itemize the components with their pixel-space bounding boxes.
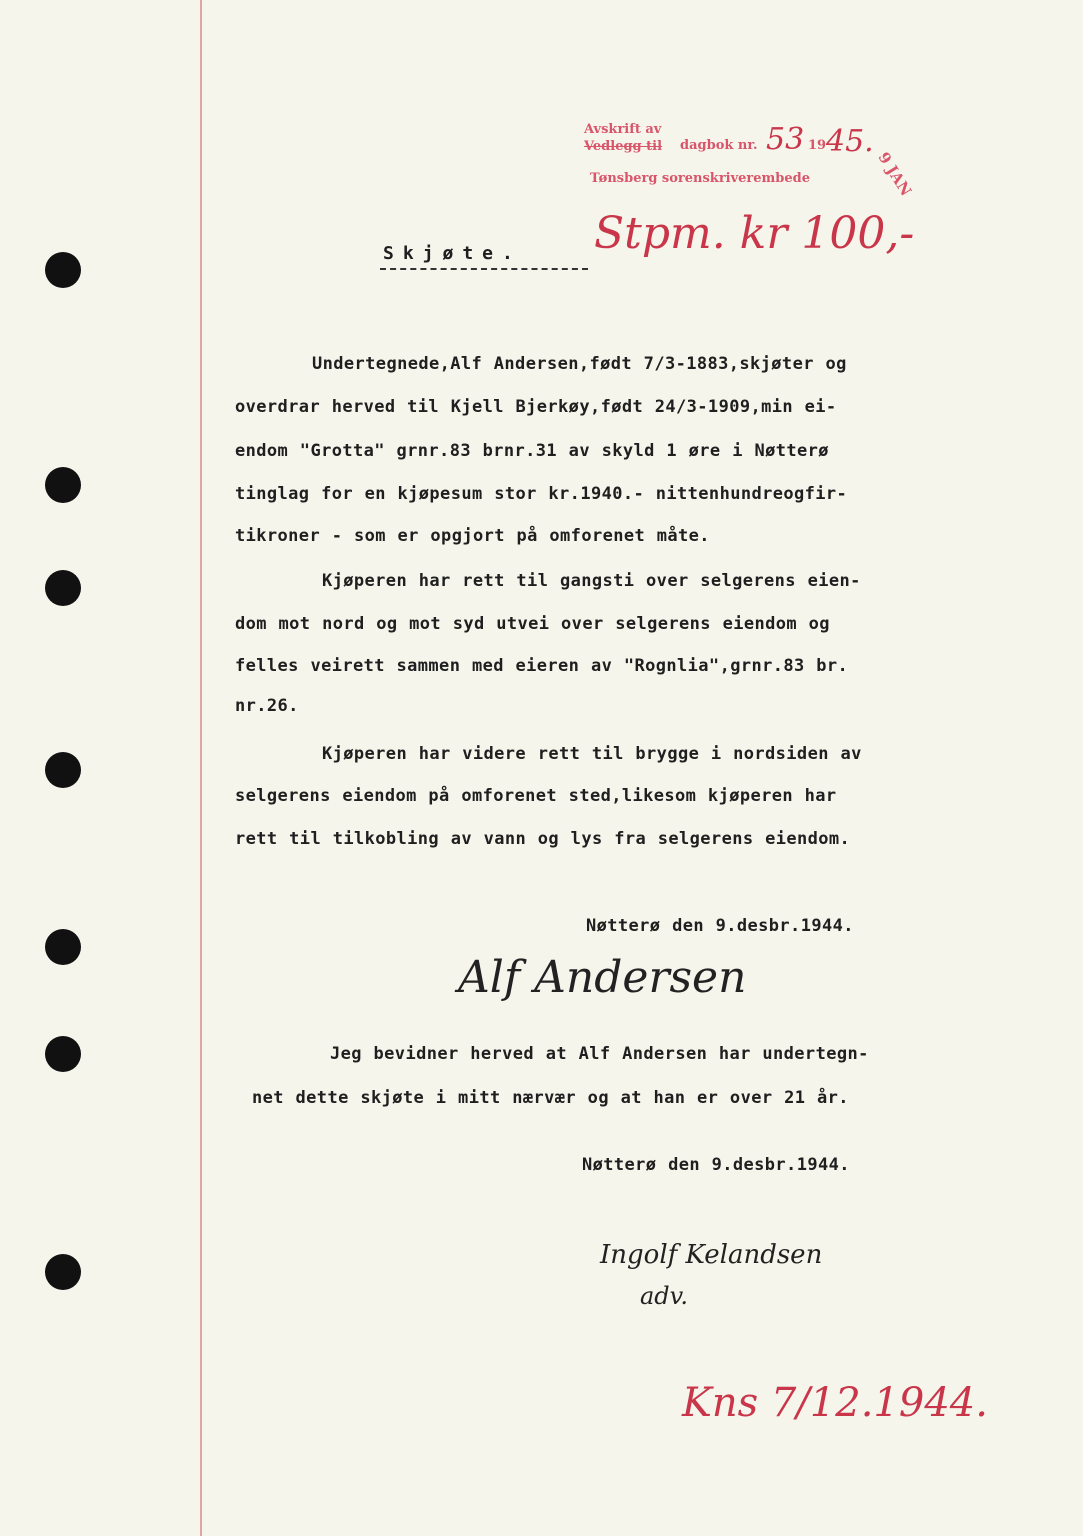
signature-witness: Ingolf Kelandsen <box>600 1240 823 1270</box>
punch-hole <box>45 752 81 788</box>
paragraph-line: nr.26. <box>235 696 299 716</box>
stamp-year-suffix: 45. <box>826 124 874 159</box>
punch-hole <box>45 1254 81 1290</box>
signature-seller: Alf Andersen <box>458 952 747 1003</box>
stamp-dagbok-number: 53 <box>766 122 805 157</box>
paragraph-line: dom mot nord og mot syd utvei over selgerens eiendom og <box>235 614 830 634</box>
document-title: Skjøte. <box>383 243 522 264</box>
witness-line: net dette skjøte i mitt nærvær og at han er over 21 år. <box>252 1088 849 1108</box>
punch-hole <box>45 570 81 606</box>
paragraph-line: tikroner - som er opgjort på omforenet måte. <box>235 526 710 546</box>
stamp-line-2: Vedlegg til <box>584 139 663 154</box>
title-underline <box>380 268 588 270</box>
stamp-dagbok-label: dagbok nr. <box>680 138 758 153</box>
margin-line <box>200 0 202 1536</box>
paragraph-line: Undertegnede,Alf Andersen,født 7/3-1883,skjøter og <box>312 354 847 374</box>
paragraph-line: tinglag for en kjøpesum stor kr.1940.- nittenhundreogfir- <box>235 484 848 504</box>
place-date: Nøtterø den 9.desbr.1944. <box>586 916 854 936</box>
paragraph-line: felles veirett sammen med eieren av "Rognlia",grnr.83 br. <box>235 656 849 676</box>
paragraph-line: selgerens eiendom på omforenet sted,likesom kjøperen har <box>235 786 837 806</box>
punch-hole <box>45 1036 81 1072</box>
paragraph-line: Kjøperen har videre rett til brygge i nordsiden av <box>322 744 862 764</box>
punch-hole <box>45 929 81 965</box>
stamp-line-1: Avskrift av <box>584 122 662 137</box>
punch-hole <box>45 467 81 503</box>
paragraph-line: rett til tilkobling av vann og lys fra selgerens eiendom. <box>235 829 851 849</box>
witness-line: Jeg bevidner herved at Alf Andersen har undertegn- <box>330 1044 869 1064</box>
handwritten-fee: Stpm. kr 100,- <box>594 208 915 259</box>
handwritten-note: Kns 7/12.1944. <box>682 1380 988 1426</box>
place-date: Nøtterø den 9.desbr.1944. <box>582 1155 850 1175</box>
punch-hole <box>45 252 81 288</box>
signature-witness-title: adv. <box>640 1282 689 1310</box>
paragraph-line: Kjøperen har rett til gangsti over selgerens eien- <box>322 571 861 591</box>
paragraph-line: overdrar herved til Kjell Bjerkøy,født 24/3-1909,min ei- <box>235 397 837 417</box>
stamp-date: 9 JAN <box>874 148 916 200</box>
stamp-year-prefix: 19 <box>808 138 827 153</box>
stamp-office: Tønsberg sorenskriverembede <box>590 171 811 186</box>
paragraph-line: endom "Grotta" grnr.83 brnr.31 av skyld 1 øre i Nøtterø <box>235 441 829 461</box>
